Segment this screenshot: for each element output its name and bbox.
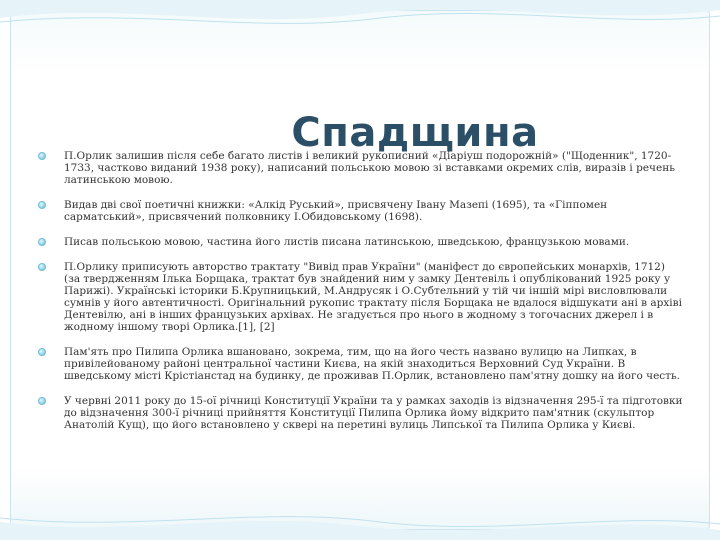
bullet-icon <box>38 397 46 405</box>
bullet-text: П.Орлик залишив після себе багато листів і великий рукописний «Діаріуш подорожній» ("Щоденник", 1720-1733, частково виданий 1938 року), написаний польською мовою зі вставками окремих слів, виразів і речень латинською мовою. <box>64 150 675 186</box>
bullet-icon <box>38 348 46 356</box>
list-item <box>38 199 683 223</box>
bullet-icon <box>38 201 46 209</box>
list-item <box>38 395 683 431</box>
bullet-icon <box>38 152 46 160</box>
list-item <box>38 346 683 382</box>
bullet-text: Пам'ять про Пилипа Орлика вшановано, зокрема, тим, що на його честь названо вулицю на Липках, в привілейованому районі центральної частини Києва, на якій знаходиться Верховний Суд України. В шведському місті Крістіанстад на будинку, де проживав П.Орлик, встановлено пам'ятну дошку на його честь. <box>64 346 681 382</box>
bullet-text: Писав польською мовою, частина його листів писана латинською, шведською, французькою мовами. <box>64 236 630 248</box>
bullet-text: Видав дві свої поетичні книжки: «Алкід Руський», присвячену Івану Мазепі (1695), та «Гіппомен сарматський», присвячений полковнику І.Обидовському (1698). <box>64 199 608 223</box>
slide-title: Спадщина <box>291 109 539 156</box>
list-item <box>38 261 683 333</box>
bullet-icon <box>38 263 46 271</box>
bullet-text: У червні 2011 року до 15-ої річниці Конституції України та у рамках заходів із відзначення 295-ї та підготовки до відзначення 300-ї річниці прийняття Конституції Пилипа Орлика йому відкрито пам'ятник (скульптор Анатолій Кущ), що його встановлено у сквері на перетині вулиць Липської та Пилипа Орлика у Києві. <box>64 395 683 431</box>
list-item <box>38 236 683 248</box>
list-item <box>38 150 683 186</box>
bullet-icon <box>38 238 46 246</box>
bullet-list <box>38 150 683 431</box>
bullet-text: П.Орлику приписують авторство трактату "Вивід прав України" (маніфест до європейських монархів, 1712) (за твердженням Ілька Борщака, трактат був знайдений ним у замку Дентевіль і опублікований 1925 року у Парижі). Українські історики Б.Крупницький, М.Андрусяк і О.Субтельний у тій чи іншій мірі висловлювали сумнів у його автентичності. Оригінальний рукопис трактату після Борщака не вдалося відшукати ані в архіві Дентевілю, ані в інших французьких архівах. Не згадується про нього в жодному з тогочасних джерел і в жодному іншому творі Орлика.[1], [2] <box>64 261 682 333</box>
